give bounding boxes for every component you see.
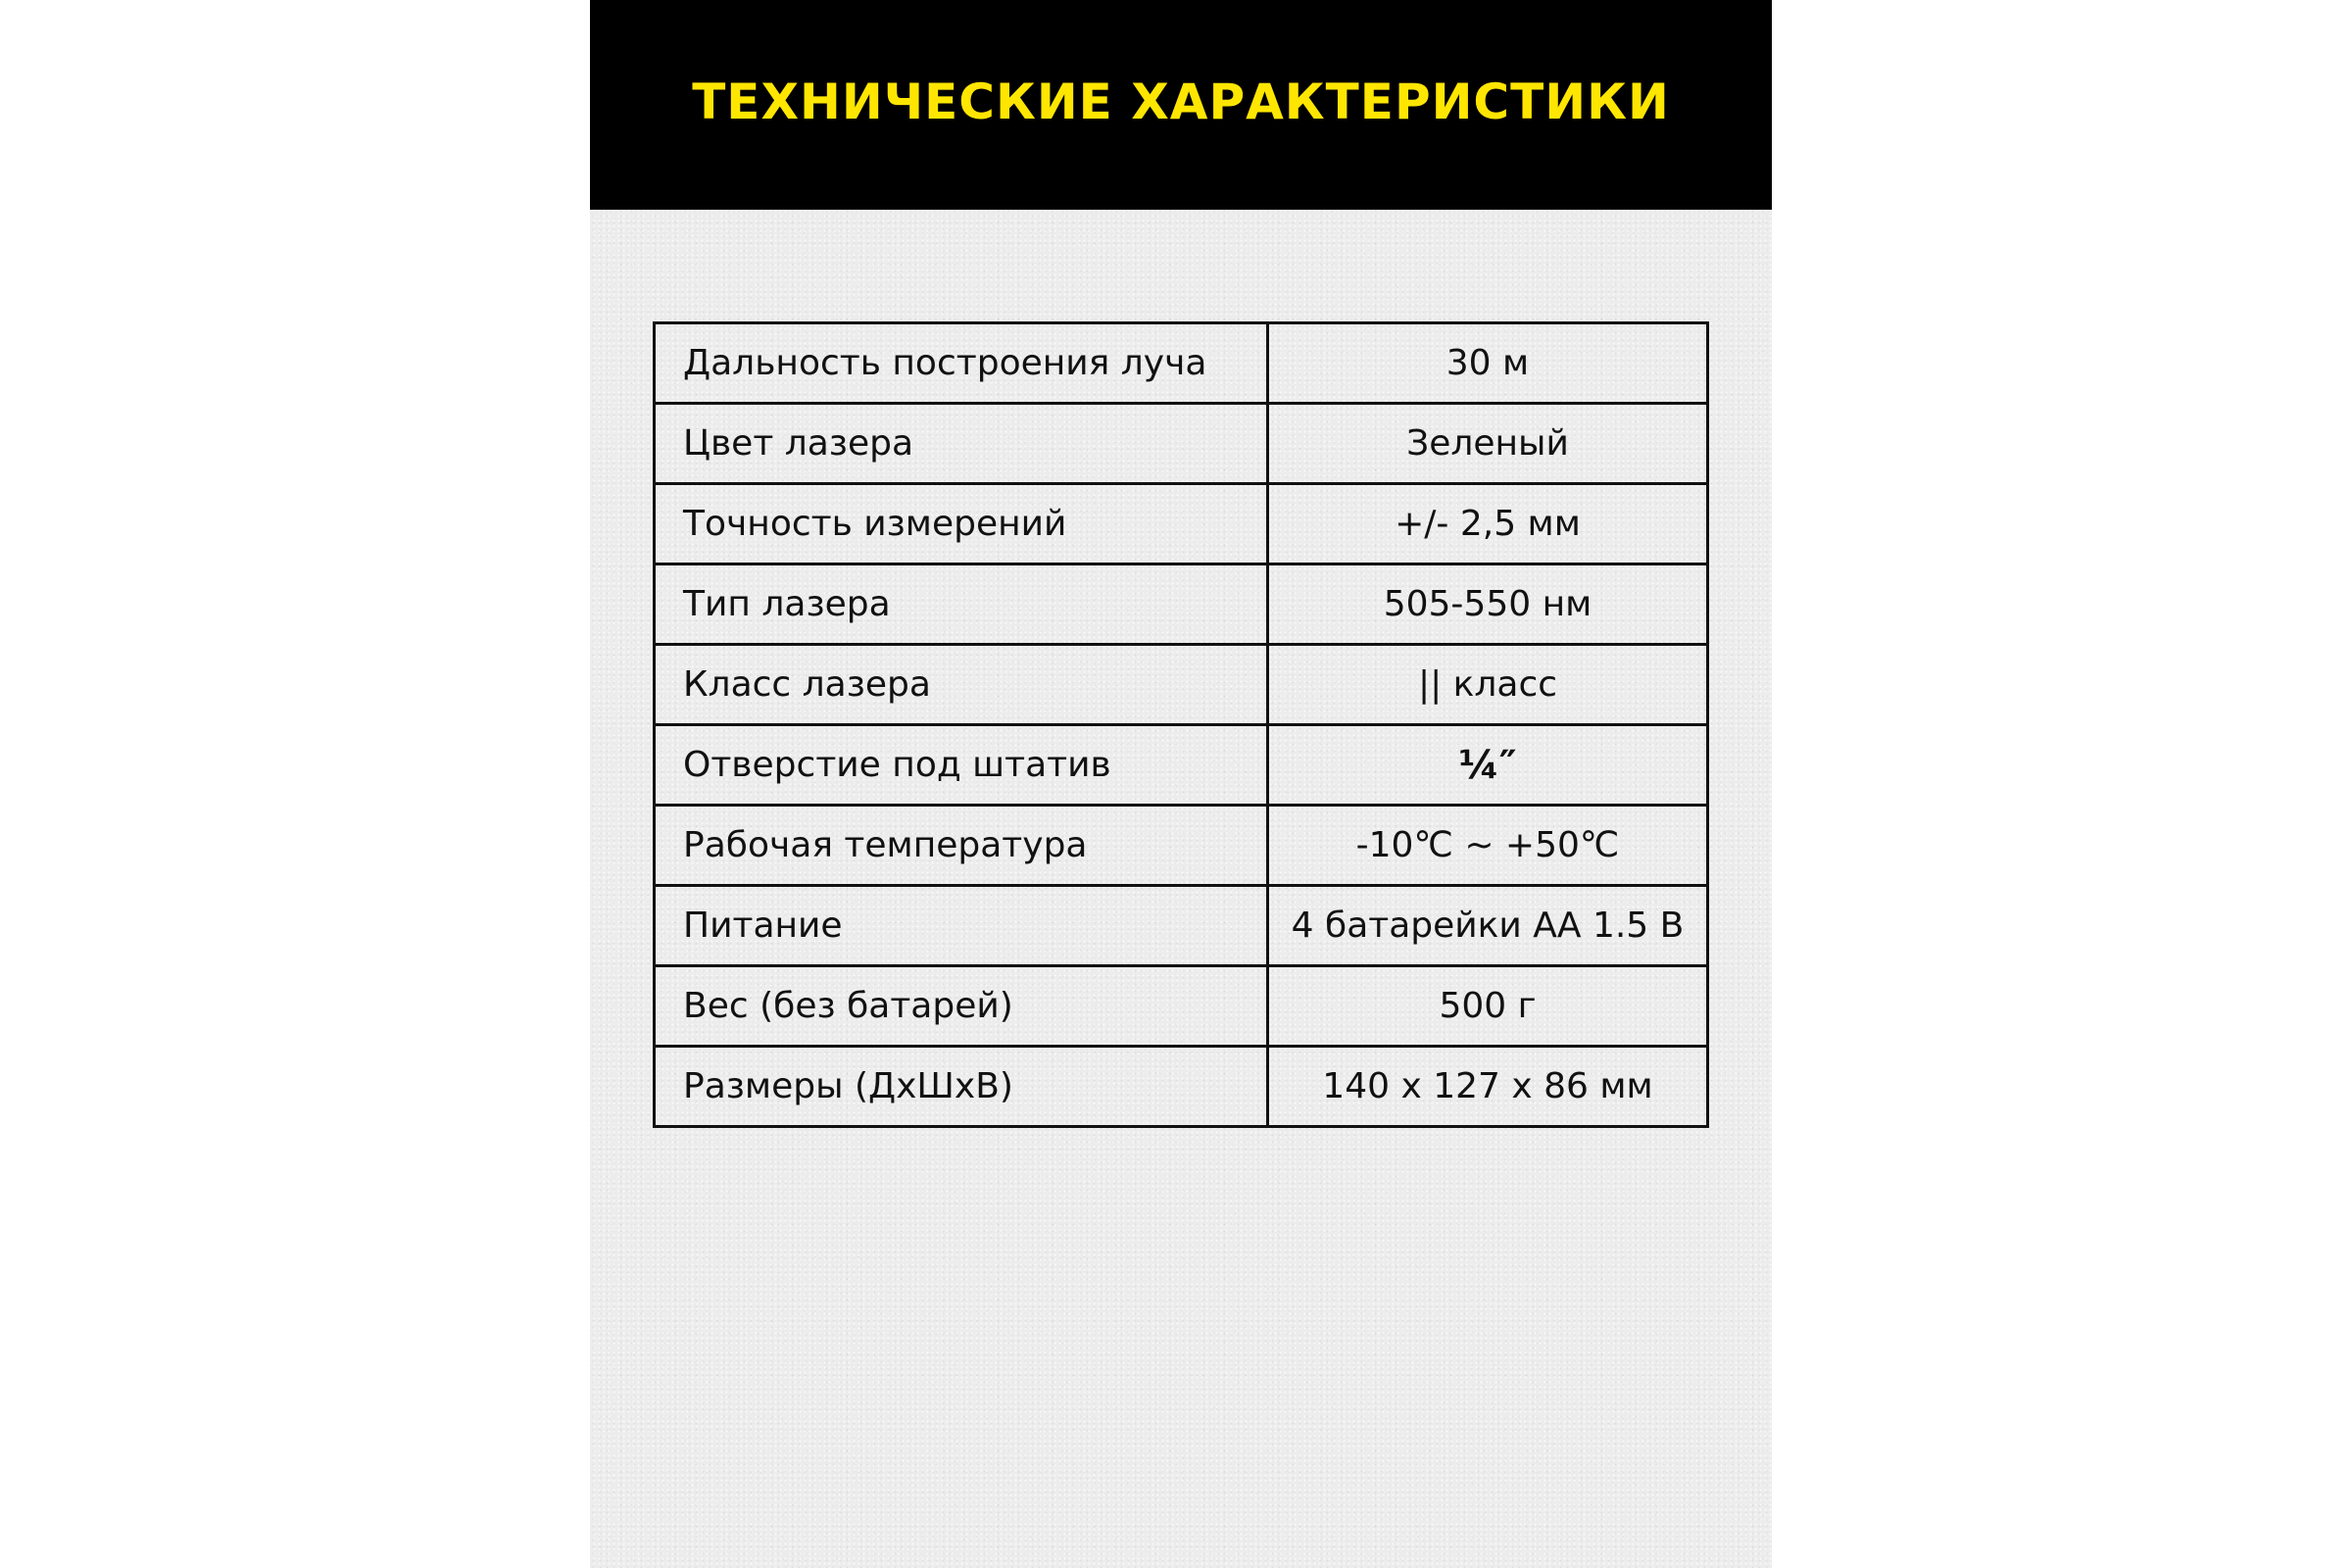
header-banner xyxy=(590,0,1772,210)
spec-value: Зеленый xyxy=(1268,404,1708,484)
specs-table xyxy=(653,321,1709,1128)
spec-card xyxy=(590,0,1772,1568)
spec-value: 30 м xyxy=(1268,323,1708,404)
spec-value: 505-550 нм xyxy=(1268,564,1708,645)
spec-value: 500 г xyxy=(1268,966,1708,1047)
page-title: ТЕХНИЧЕСКИЕ ХАРАКТЕРИСТИКИ xyxy=(692,74,1670,130)
table-row xyxy=(655,404,1708,484)
table-row xyxy=(655,1047,1708,1127)
table-row xyxy=(655,323,1708,404)
spec-value: -10℃ ~ +50℃ xyxy=(1268,806,1708,886)
table-row xyxy=(655,484,1708,564)
table-row xyxy=(655,886,1708,966)
table-row xyxy=(655,564,1708,645)
table-row xyxy=(655,806,1708,886)
spec-value: || класс xyxy=(1268,645,1708,725)
spec-value: 140 х 127 х 86 мм xyxy=(1268,1047,1708,1127)
spec-value: 4 батарейки АА 1.5 В xyxy=(1268,886,1708,966)
spec-label: Тип лазера xyxy=(655,564,1268,645)
spec-label: Размеры (ДхШхВ) xyxy=(655,1047,1268,1127)
spec-value: +/- 2,5 мм xyxy=(1268,484,1708,564)
spec-label: Питание xyxy=(655,886,1268,966)
table-row xyxy=(655,966,1708,1047)
spec-label: Дальность построения луча xyxy=(655,323,1268,404)
spec-label: Отверстие под штатив xyxy=(655,725,1268,806)
spec-value: ¼″ xyxy=(1268,725,1708,806)
spec-label: Цвет лазера xyxy=(655,404,1268,484)
spec-label: Класс лазера xyxy=(655,645,1268,725)
table-row xyxy=(655,725,1708,806)
spec-label: Вес (без батарей) xyxy=(655,966,1268,1047)
spec-label: Точность измерений xyxy=(655,484,1268,564)
spec-label: Рабочая температура xyxy=(655,806,1268,886)
table-row xyxy=(655,645,1708,725)
